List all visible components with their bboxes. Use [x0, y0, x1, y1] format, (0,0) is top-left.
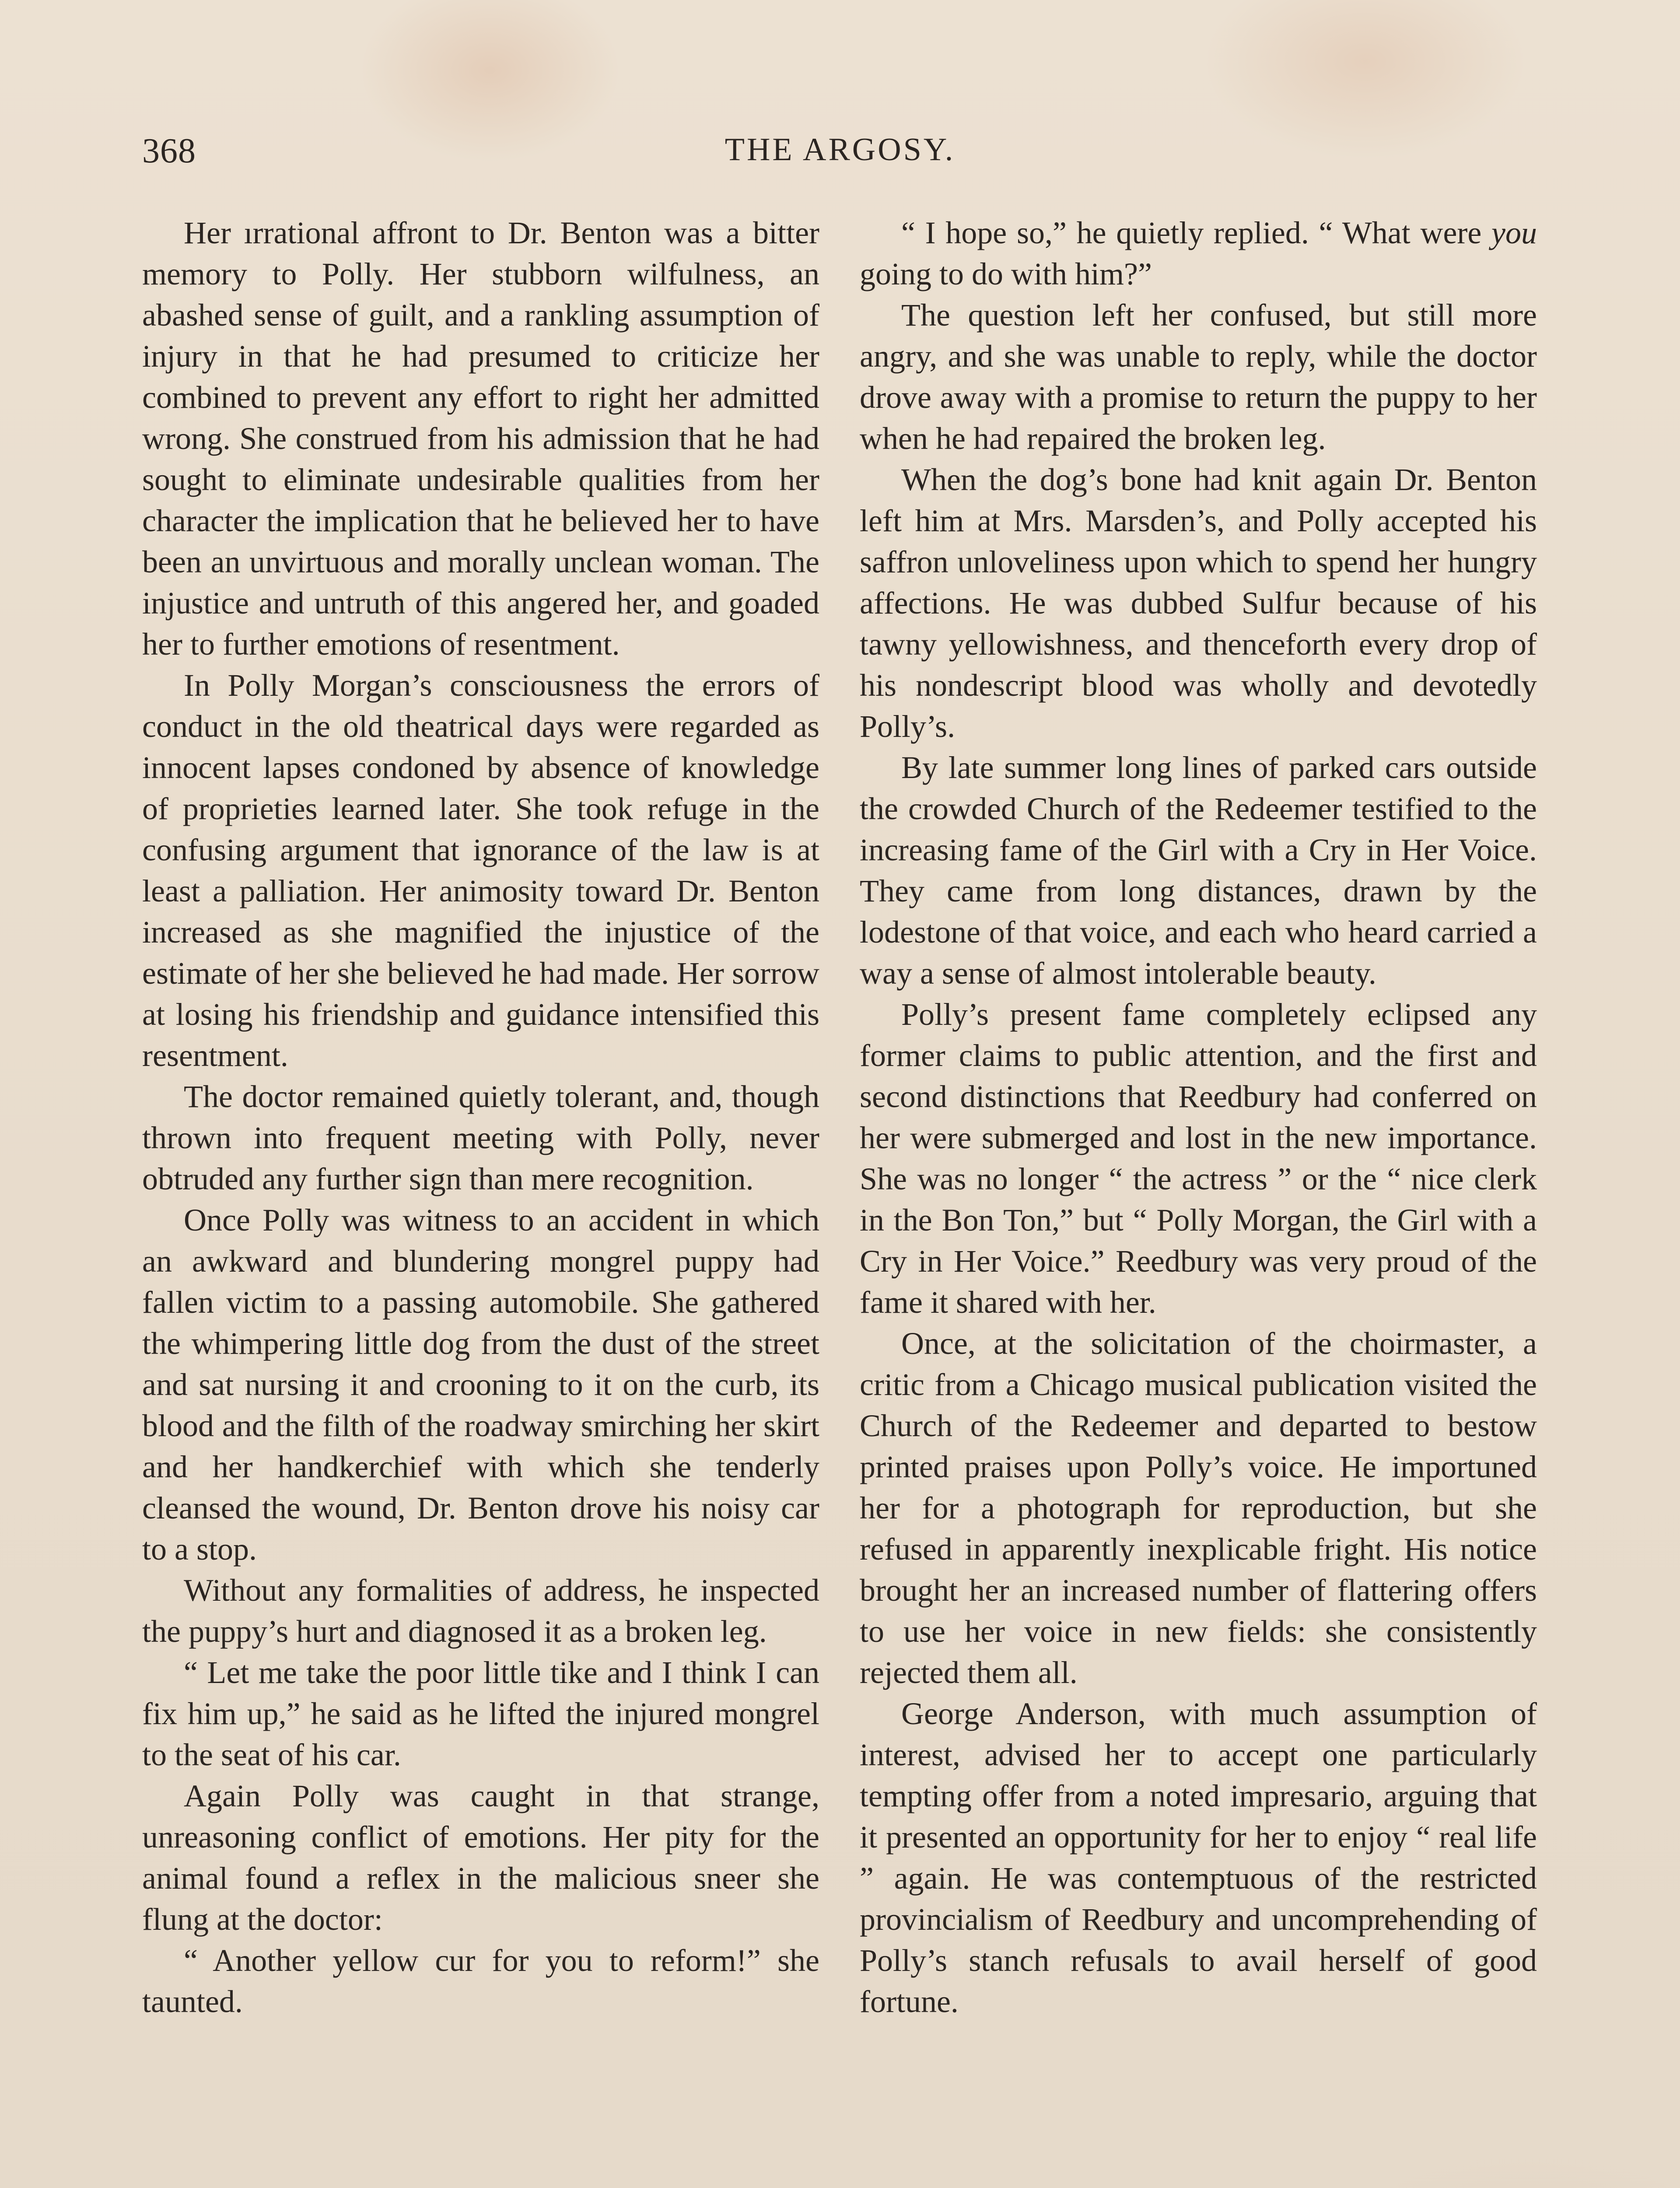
paragraph: “ Another yellow cur for you to reform!” she taunted.	[142, 1943, 819, 2019]
dialogue-text: “ I hope so,” he quietly replied. “ What were	[901, 215, 1492, 250]
paragraph: Once Polly was witness to an accident in which an awkward and blundering mongrel puppy had fallen victim to a passing automobile. She gathered the whimpering little dog from the dust of the street and sat nursing it and crooning to it on the curb, its blood and the filth of the roadway smirching her skirt and her handkerchief with which she tenderly cleansed the wound, Dr. Benton drove his noisy car to a stop.	[142, 1203, 819, 1567]
page-header	[0, 131, 1680, 179]
right-column	[860, 212, 1537, 2022]
paragraph: Without any formalities of address, he inspected the puppy’s hurt and diagnosed it as a broken leg.	[142, 1573, 819, 1649]
dialogue-text-end: going to do with him?”	[860, 256, 1152, 291]
paragraph: When the dog’s bone had knit again Dr. Benton left him at Mrs. Marsden’s, and Polly accepted his saffron unloveliness upon which to spend her hungry affections. He was dubbed Sulfur because of his tawny yellowishness, and thenceforth every drop of his nondescript blood was wholly and devotedly Polly’s.	[860, 462, 1537, 744]
paragraph: Polly’s present fame completely eclipsed any former claims to public attention, and the first and second distinctions that Reedbury had conferred on her were submerged and lost in the new importance. She was no longer “ the actress ” or the “ nice clerk in the Bon Ton,” but “ Polly Morgan, the Girl with a Cry in Her Voice.” Reedbury was very proud of the fame it shared with her.	[860, 997, 1537, 1320]
left-column	[142, 212, 819, 2022]
paragraph: Once, at the solicitation of the choirmaster, a critic from a Chicago musical publication visited the Church of the Redeemer and departed to bestow printed praises upon Polly’s voice. He importuned her for a photograph for reproduction, but she refused in apparently inexplicable fright. His notice brought her an increased number of flattering offers to use her voice in new fields: she consistently rejected them all.	[860, 1326, 1537, 1690]
paragraph: Her ırrational affront to Dr. Benton was a bitter memory to Polly. Her stubborn wilfulness, an abashed sense of guilt, and a rankling assumption of injury in that he had presumed to criticize her combined to prevent any effort to right her admitted wrong. She construed from his admission that he had sought to eliminate undesirable qualities from her character the implication that he believed her to have been an unvirtuous and morally unclean woman. The injustice and untruth of this angered her, and goaded her to further emotions of resentment.	[142, 215, 819, 662]
page-number: 368	[142, 132, 196, 170]
paragraph: The doctor remained quietly tolerant, and, though thrown into frequent meeting with Polly, never obtruded any further sign than mere recognition.	[142, 1079, 819, 1196]
paragraph: “ Let me take the poor little tike and I think I can fix him up,” he said as he lifted the injured mongrel to the seat of his car.	[142, 1655, 819, 1772]
running-title: THE ARGOSY.	[724, 132, 956, 168]
emphasis-text: you	[1491, 215, 1537, 250]
paragraph-dialogue	[860, 212, 1537, 295]
paragraph: George Anderson, with much assumption of interest, advised her to accept one particularly tempting offer from a noted impresario, arguing that it presented an opportunity for her to enjoy “ real life ” again. He was contemptuous of the restricted provincialism of Reedbury and uncomprehending of Polly’s stanch refusals to avail herself of good fortune.	[860, 1696, 1537, 2019]
paragraph: In Polly Morgan’s consciousness the errors of conduct in the old theatrical days were regarded as innocent lapses condoned by absence of knowledge of proprieties learned later. She took refuge in the confusing argument that ignorance of the law is at least a palliation. Her animosity toward Dr. Benton increased as she magnified the injustice of the estimate of her she believed he had made. Her sorrow at losing his friendship and guidance intensified this resentment.	[142, 668, 819, 1073]
paragraph: The question left her confused, but still more angry, and she was unable to reply, while the doctor drove away with a promise to return the puppy to her when he had repaired the broken leg.	[860, 298, 1537, 456]
paragraph: Again Polly was caught in that strange, unreasoning conflict of emotions. Her pity for the animal found a reflex in the malicious sneer she flung at the doctor:	[142, 1778, 819, 1937]
paragraph: By late summer long lines of parked cars outside the crowded Church of the Redeemer testified to the increasing fame of the Girl with a Cry in Her Voice. They came from long distances, drawn by the lodestone of that voice, and each who heard carried a way a sense of almost intolerable beauty.	[860, 750, 1537, 991]
